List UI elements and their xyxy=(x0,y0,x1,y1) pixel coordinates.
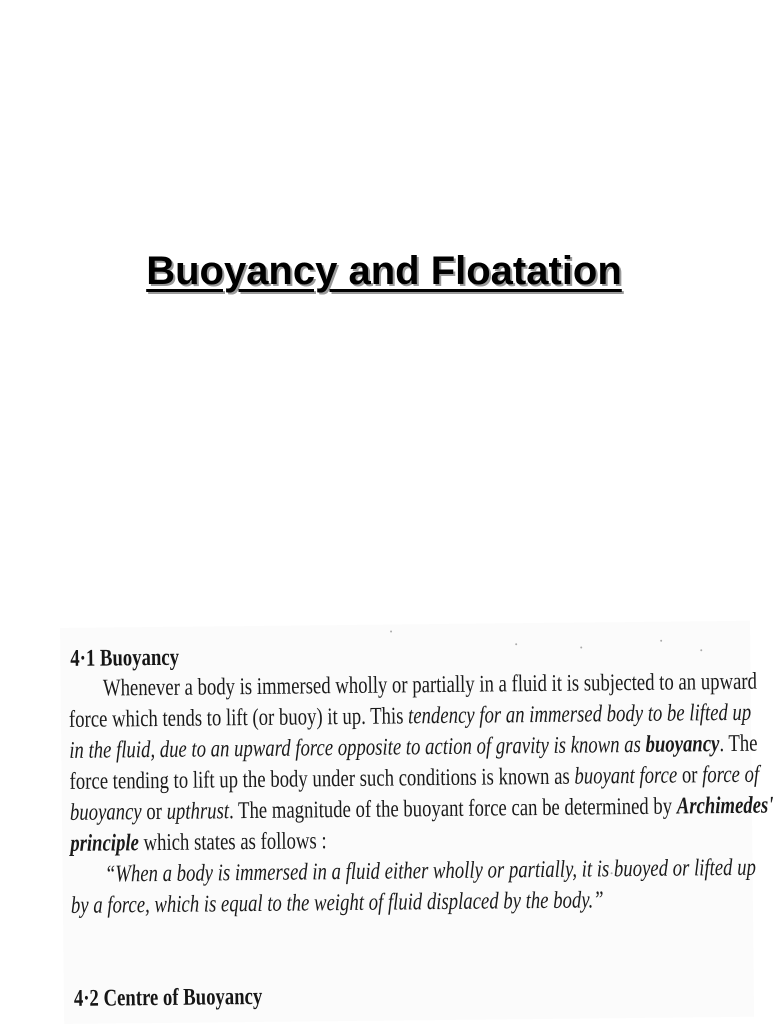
text-line: in the fluid, due to an upward force opposite to action of gravity is known as buoyancy. The xyxy=(69,730,758,764)
slide-title: Buoyancy and Floatation xyxy=(146,248,622,293)
buoyancy-paragraph xyxy=(68,667,774,922)
archimedes-quote-line: by a force, which is equal to the weight of fluid displaced by the body.” xyxy=(70,887,604,919)
text-line: Whenever a body is immersed wholly or partially in a fluid it is subjected to an upward xyxy=(102,668,758,702)
scan-speck xyxy=(580,647,582,649)
scanned-textbook-excerpt xyxy=(60,621,774,1024)
scan-speck xyxy=(660,640,662,642)
scan-speck xyxy=(700,649,702,651)
scan-speck xyxy=(390,631,392,633)
text-line: buoyancy or upthrust. The magnitude of the buoyant force can be determined by Archimedes' xyxy=(69,792,774,826)
text-line: principle which states as follows : xyxy=(70,828,327,857)
text-line: force tending to lift up the body under such conditions is known as buoyant force or force of xyxy=(69,761,760,795)
section-heading-buoyancy: 4·1 Buoyancy xyxy=(70,644,180,672)
archimedes-quote-line: “When a body is immersed in a fluid either wholly or partially, it is buoyed or lifted up xyxy=(104,854,756,888)
section-heading-centre-of-buoyancy: 4·2 Centre of Buoyancy xyxy=(73,983,263,1012)
text-line: force which tends to lift (or buoy) it up. This tendency for an immersed body to be lifted up xyxy=(68,699,752,733)
scan-speck xyxy=(515,643,517,645)
